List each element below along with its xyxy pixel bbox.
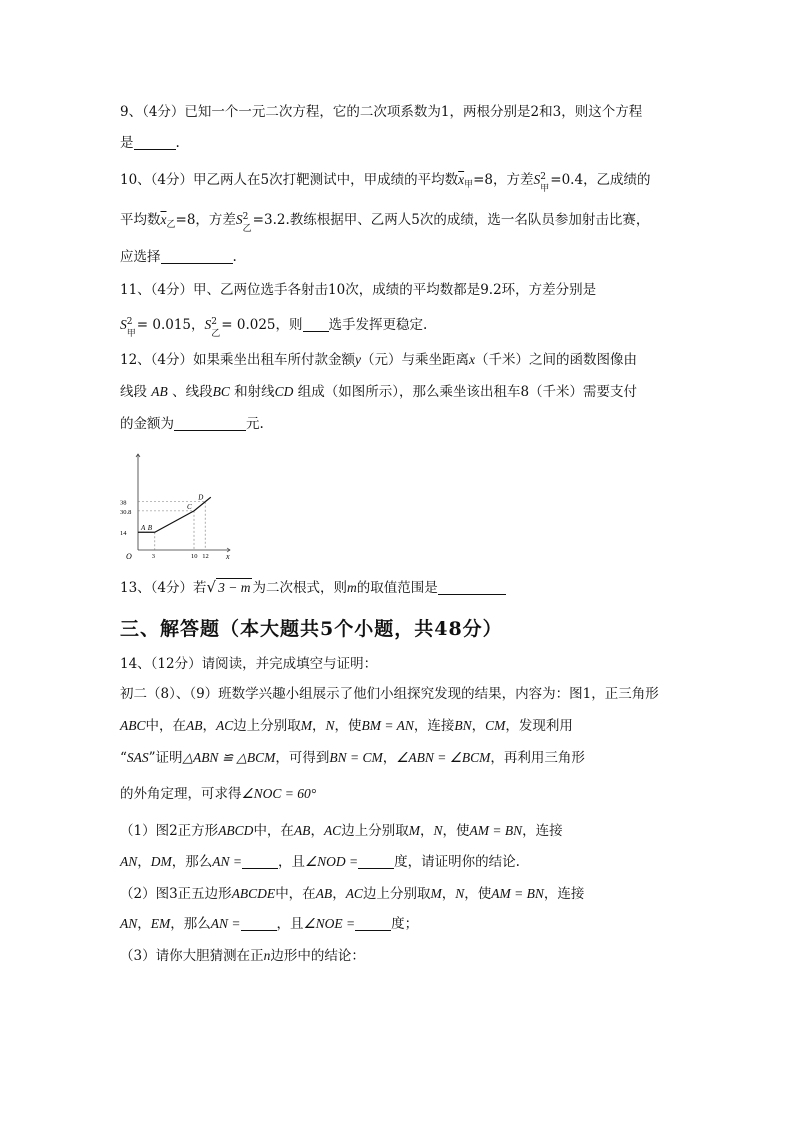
q12-line2: 线段 AB 、线段BC 和射线CD 组成（如图所示），那么乘坐该出租车8（千米）需要支付 bbox=[120, 384, 638, 400]
x-tick-12: 12 bbox=[202, 553, 209, 560]
q14-line1: 14、（12分）请阅读，并完成填空与证明： bbox=[120, 656, 378, 672]
q14-line4: “SAS”证明△ABN ≌ △BCM，可得到BN = CM，∠ABN = ∠BCM，再利用三角形 bbox=[120, 750, 585, 766]
q14-part1-line1: （1）图2正方形ABCD中，在AB，AC边上分别取M，N，使AM = BN，连接 bbox=[120, 823, 563, 839]
q14-line2: 初二（8）、（9）班数学兴趣小组展示了他们小组探究发现的结果，内容为：图1，正三角形 bbox=[120, 686, 659, 702]
point-label-D: D bbox=[198, 493, 204, 502]
segment-CD bbox=[194, 502, 205, 511]
q14-p1-blank-angle[interactable] bbox=[358, 854, 394, 869]
q12-line3: 的金额为 元. bbox=[120, 416, 264, 432]
q14-p1-blank-an[interactable] bbox=[242, 854, 278, 869]
q9-answer-blank[interactable] bbox=[134, 135, 176, 150]
q11-line2: S 2 甲 = 0.015，S 2 乙 = 0.025，则 选手发挥更稳定. bbox=[120, 316, 428, 339]
q9-line1: 9、（4分）已知一个一元二次方程，它的二次项系数为1，两根分别是2和3，则这个方程 bbox=[120, 104, 643, 120]
point-label-C: C bbox=[187, 502, 192, 511]
q14-part2-line2: AN，EM，那么AN = ，且∠NOE = 度； bbox=[120, 916, 419, 932]
q14-line5: 的外角定理，可求得∠NOC = 60° bbox=[120, 786, 317, 802]
y-tick-38: 38 bbox=[120, 499, 127, 507]
y-tick-30.8: 30.8 bbox=[120, 508, 132, 516]
segment-BC bbox=[155, 511, 194, 532]
q11-answer-blank[interactable] bbox=[303, 317, 329, 332]
x-tick-3: 3 bbox=[151, 553, 156, 560]
fare-line-chart bbox=[118, 448, 236, 560]
q13-line: 13、（4分）若√ 3 − m 为二次根式，则m的取值范围是 bbox=[120, 578, 506, 597]
q14-part2-line1: （2）图3正五边形ABCDE中，在AB，AC边上分别取M，N，使AM = BN，连接 bbox=[120, 886, 585, 902]
q14-line3: ABC中，在AB，AC边上分别取M，N，使BM = AN，连接BN，CM，发现利用 bbox=[120, 718, 573, 734]
q13-answer-blank[interactable] bbox=[438, 580, 506, 595]
origin-label: O bbox=[126, 552, 132, 560]
q11-line1: 11、（4分）甲、乙两位选手各射击10次，成绩的平均数都是9.2环，方差分别是 bbox=[120, 282, 597, 298]
x-axis-label: x bbox=[226, 552, 230, 560]
ray-CD bbox=[205, 497, 211, 502]
y-tick-14: 14 bbox=[120, 530, 127, 538]
q14-part3-line: （3）请你大胆猜测在正n边形中的结论： bbox=[120, 948, 365, 964]
section-heading: 三、解答题（本大题共5个小题，共48分） bbox=[120, 618, 503, 640]
point-label-A: A bbox=[141, 524, 146, 533]
q10-answer-blank[interactable] bbox=[161, 249, 233, 264]
q14-p2-blank-angle[interactable] bbox=[355, 916, 391, 931]
q12-answer-blank[interactable] bbox=[174, 416, 246, 431]
q10-line2: 平均数$\overline{x}_乙=8$，方差S 2 乙 =3.2.教练根据甲、乙两人5次的成绩，选一名队员参加射击比赛， bbox=[120, 211, 650, 234]
q14-part1-line2: AN，DM，那么AN = ，且∠NOD = 度，请证明你的结论. bbox=[120, 854, 520, 870]
q10-line1: 10、（4分）甲乙两人在5次打靶测试中，甲成绩的平均数$\overline{x}_甲=8$，方差S 2 甲 =0.4，乙成绩的 bbox=[120, 171, 651, 194]
q14-p2-blank-an[interactable] bbox=[241, 916, 277, 931]
q10-line3: 应选择 . bbox=[120, 249, 237, 265]
x-tick-10: 10 bbox=[191, 553, 198, 560]
point-label-B: B bbox=[147, 524, 153, 533]
q12-line1: 12、（4分）如果乘坐出租车所付款金额y（元）与乘坐距离x（千米）之间的函数图像由 bbox=[120, 352, 638, 368]
q9-line2: 是 . bbox=[120, 135, 180, 151]
